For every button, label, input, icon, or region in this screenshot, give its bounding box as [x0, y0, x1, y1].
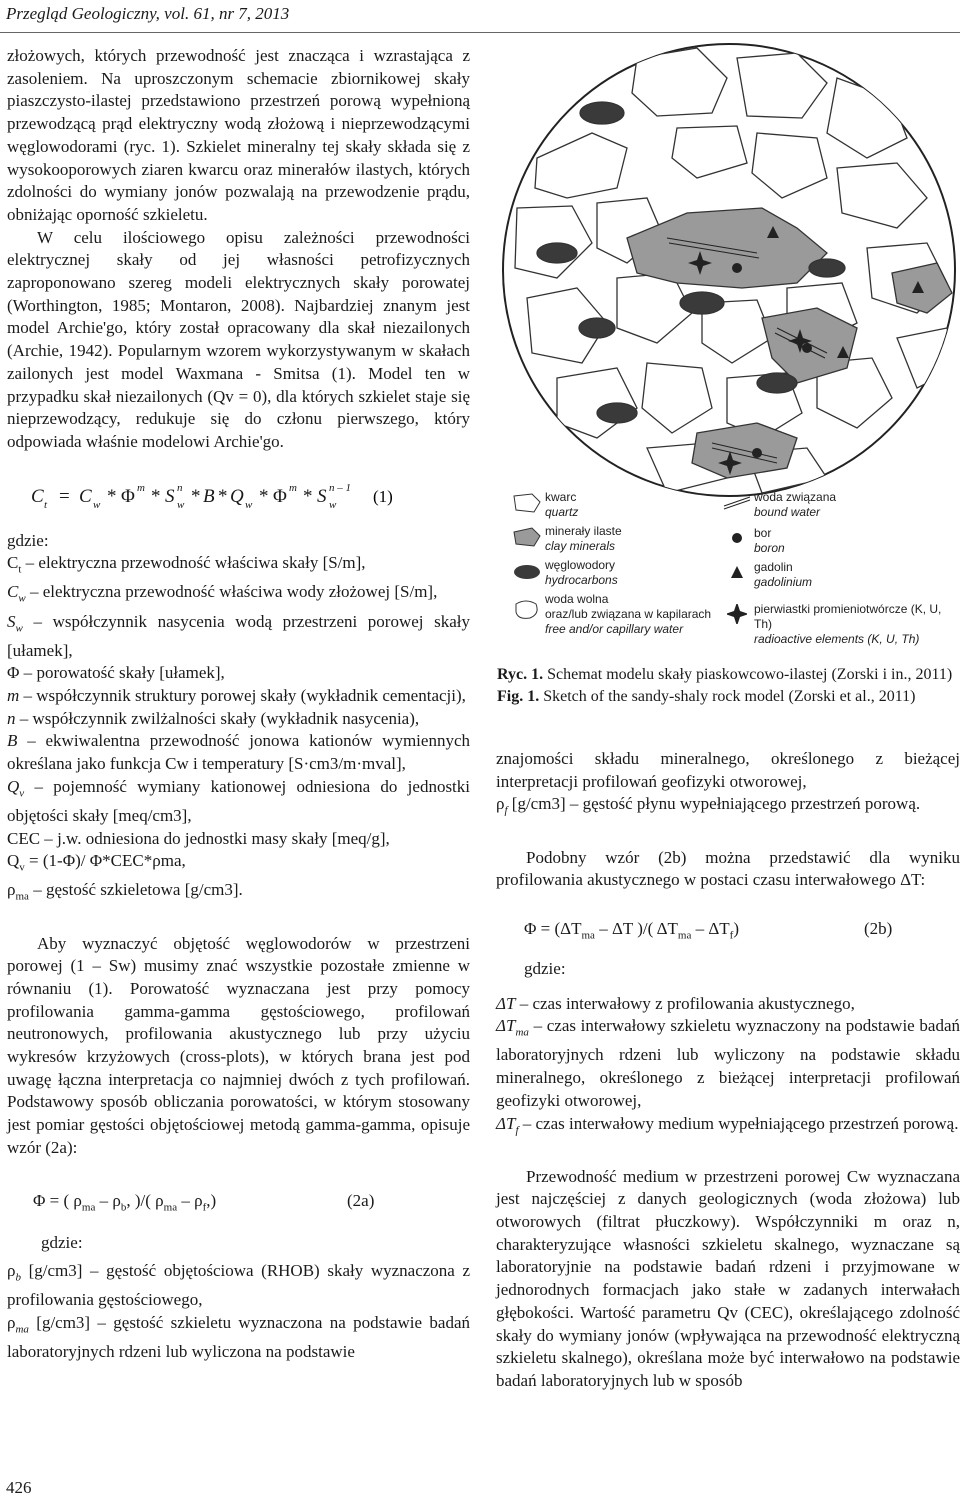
svg-text:n – 1: n – 1	[329, 481, 351, 494]
eq2a-number: (2a)	[347, 1190, 375, 1210]
svg-text:m: m	[289, 481, 297, 494]
def-dT: ΔT – czas interwałowy z profilowania akustycznego,	[496, 993, 855, 1013]
gdzie-2: gdzie:	[41, 1232, 83, 1252]
equation-2b	[496, 916, 960, 946]
svg-text:B: B	[203, 485, 215, 507]
def-Ct: $C_t$ – elektryczna przewodność właściwa skały [S/m],	[7, 553, 366, 576]
equation-2a	[7, 1184, 470, 1220]
right-paragraph-2: Przewodność medium w przestrzeni porowej Cw wyznaczana jest najczęściej z danych geologicznych (woda złożowa) lub otworowych (filtrat płuczkowy). Współczynniki m oraz n, charakteryzujące własności szkieletu skalnego, wyznaczane są laboratoryjnie na podstawie badań rdzeni i przyjmowane w jednorodnych formacjach jako stałe w zadanych interwałach głębokości. Wartość parametru Qv (CEC), określającego zdolność skały do wymiany jonów (wpływająca na przewodność elektryczną szkieletu skalnego), określana może być interwałowo na podstawie badań laboratoryjnych lub w sposób	[496, 1166, 960, 1390]
def-Qv: $Q_v$ – pojemność wymiany kationowej odniesiona do jednostki objętości skały [meq/cm3],	[7, 776, 470, 825]
caption-en: Fig. 1. Sketch of the sandy-shaly rock model (Zorski et al., 2011)	[497, 688, 916, 705]
def-rho-b: $\rho_b$ [g/cm3] – gęstość objętościowa (RHOB) skały wyznaczona z profilowania gęstościowego,	[7, 1261, 471, 1310]
figure-rock-model	[497, 38, 960, 498]
page-number: 426	[6, 1478, 32, 1497]
legend-bound-water: woda związana bound water	[754, 490, 837, 519]
def-n: n – współczynnik zwilżalności skały (wykładnik nasycenia),	[7, 708, 420, 728]
legend-boron: bor boron	[754, 526, 785, 555]
svg-text:w: w	[329, 498, 337, 511]
gdzie-1: gdzie:	[7, 530, 49, 550]
svg-text:C: C	[31, 485, 44, 507]
svg-text:w: w	[177, 498, 185, 511]
svg-text:Q: Q	[230, 485, 244, 507]
def-Sw: $S_w$ – współczynnik nasycenia wodą przestrzeni porowej skały [ułamek],	[7, 611, 471, 660]
paragraph-1: złożowych, których przewodność jest znacząca i wzrastająca z zasoleniem. Na uproszczonym schemacie zbiornikowej skały piaszczysto-ilastej przedstawiono przestrzeń porową wypełnioną przewodzącą prąd elektryczny wodą złożową i nieprzewodzącymi węglowodorami (ryc. 1). Szkielet mineralny tej skały składa się z wysokooporowych ziaren kwarcu oraz minerałów ilastych, których zdolności do wymiany jonów pozwalają na przewodzenie prądu, obniżając oporność szkieletu.	[7, 46, 470, 224]
def-m: m – współczynnik struktury porowej skały (wykładnik cementacji),	[7, 686, 466, 706]
svg-text:Φ: Φ	[273, 485, 287, 507]
def-rho-f: $\rho_f$ [g/cm3] – gęstość płynu wypełniającego przestrzeń porową.	[496, 794, 921, 817]
svg-text:w: w	[245, 498, 253, 511]
def-dTma: $\Delta T_{ma}$ – czas interwałowy szkieletu wyznaczony na podstawie badań laboratoryjnych rdzeni lub wyliczony na podstawie składu mineralnego, określonego z bieżącej interpretacji profilowań geofizyki otworowej,	[496, 1016, 960, 1110]
eq2b-number: (2b)	[864, 918, 893, 938]
svg-text:S: S	[317, 485, 327, 507]
svg-text:*: *	[107, 485, 117, 507]
legend-boron-swatch	[729, 530, 745, 546]
svg-text:m: m	[137, 481, 145, 494]
def-rho-ma: $\rho_{ma}$ – gęstość szkieletowa [g/cm3].	[7, 880, 243, 903]
eq2a-formula: Φ = ( $\rho_{ma} - \rho_b$, )/( $\rho_{ma} - \rho_f$,)	[33, 1190, 217, 1213]
legend-free-water-swatch	[512, 598, 542, 622]
right-paragraph-0: znajomości składu mineralnego, określonego z bieżącej interpretacji profilowań geofizyki otworowej,	[496, 749, 960, 791]
caption-pl: Ryc. 1. Schemat modelu skały piaskowcowo-ilastej (Zorski i in., 2011)	[497, 666, 953, 683]
legend-free-water: woda wolna oraz/lub związana w kapilarach free and/or capillary water	[545, 592, 712, 636]
svg-text:C: C	[79, 485, 92, 507]
figure-legend	[497, 486, 960, 646]
svg-text:t: t	[44, 498, 48, 511]
svg-text:Φ: Φ	[121, 485, 135, 507]
def-phi: Φ – porowatość skały [ułamek],	[7, 663, 225, 683]
header-rule	[0, 32, 960, 33]
rock-model-diagram	[497, 38, 960, 498]
equation-1	[7, 478, 470, 518]
journal-header: Przegląd Geologiczny, vol. 61, nr 7, 2013	[6, 4, 290, 23]
legend-gadolinium-swatch	[729, 564, 745, 580]
def-rho-ma-2: $\rho_{ma}$ [g/cm3] – gęstość szkieletu wyznaczona na podstawie badań laboratoryjnych rdzeni lub wyliczona na podstawie	[7, 1313, 470, 1362]
svg-text:*: *	[151, 485, 161, 507]
def-dTf: $\Delta T_f$ – czas interwałowy medium wypełniającego przestrzeń porową.	[496, 1113, 959, 1136]
svg-text:*: *	[191, 485, 201, 507]
def-B: B – ekwiwalentna przewodność jonowa kationów wymiennych określana jako funkcja Cw i temperatury [S·cm3/m·mval],	[7, 731, 470, 774]
def-Cw: $C_w$ – elektryczna przewodność właściwa wody złożowej [S/m],	[7, 582, 438, 605]
svg-text:*: *	[303, 485, 313, 507]
gdzie-3: gdzie:	[524, 958, 566, 978]
legend-hydrocarbon-swatch	[512, 562, 542, 582]
legend-hydrocarbons: węglowodory hydrocarbons	[545, 558, 618, 587]
right-column	[496, 748, 960, 1393]
svg-text:*: *	[218, 485, 228, 507]
equation-1-formula	[7, 478, 470, 518]
eq1-number: (1)	[373, 486, 393, 506]
legend-gadolinium: gadolin gadolinium	[754, 560, 813, 589]
legend-radioactive: pierwiastki promieniotwórcze (K, U, Th) radioactive elements (K, U, Th)	[754, 602, 942, 646]
svg-text:n: n	[177, 481, 183, 494]
def-CEC: CEC – j.w. odniesiona do jednostki masy skały [meq/g],	[7, 828, 390, 848]
def-Qv-formula: $Q_v = (1-\Phi)/$ Φ*CEC*ρma,	[7, 851, 186, 874]
svg-text:w: w	[93, 498, 101, 511]
svg-text:*: *	[259, 485, 269, 507]
right-paragraph-1: Podobny wzór (2b) można przedstawić dla wyniku profilowania akustycznego w postaci czasu interwałowego ΔT:	[496, 847, 960, 890]
legend-radioactive-swatch	[727, 604, 747, 624]
svg-text:S: S	[165, 485, 175, 507]
legend-clay-swatch	[512, 526, 542, 548]
legend-quartz-swatch	[512, 492, 542, 514]
legend-quartz: kwarc quartz	[545, 490, 579, 519]
svg-text:=: =	[59, 485, 70, 507]
paragraph-2: W celu ilościowego opisu zależności przewodności elektrycznej skały od jej własności petrofizycznych zaproponowano szereg modeli elektrycznych skały porowatej (Worthington, 1985; Montaron, 2008). Najbardziej znanym jest model Archie'go, który został opracowany dla skał niezailonych (Archie, 1942). Popularnym wzorem wykorzystywanym w skałach zailonych jest model Waxmana - Smitsa (1). Model ten w przypadku skał niezailonych (Qv = 0), dla których szkielet staje się nieprzewodzący, redukuje się do członu pierwszego, który odpowiada właśnie modelowi Archie'go.	[7, 227, 470, 451]
legend-clay: minerały ilaste clay minerals	[545, 524, 622, 553]
legend-bound-water-swatch	[722, 494, 752, 510]
paragraph-3: Aby wyznaczyć objętość węglowodorów w przestrzeni porowej (1 – Sw) musimy znać wszystkie pozostałe zmienne w równaniu (1). Porowatość wyznaczana jest przy pomocy profilowania gamma-gamma gęstościowego, profilowań neutronowych, profilowania akustycznego lub przy użyciu wykresów krzyżowych (cross-plots), w których brana jest pod uwagę łączna interpretacja co najmniej dwóch z tych profilowań. Podstawowy sposób obliczania porowatości, w którym stosowany jest pomiar gęstości objętościowej metodą gamma-gamma, opisuje wzór (2a):	[7, 933, 470, 1157]
eq2b-formula: $\Phi = (\Delta T_{ma} - \Delta T$ )/( $\Delta T_{ma} - \Delta T_f$)	[524, 918, 740, 942]
left-column	[7, 45, 470, 1364]
figure-caption	[497, 664, 960, 708]
